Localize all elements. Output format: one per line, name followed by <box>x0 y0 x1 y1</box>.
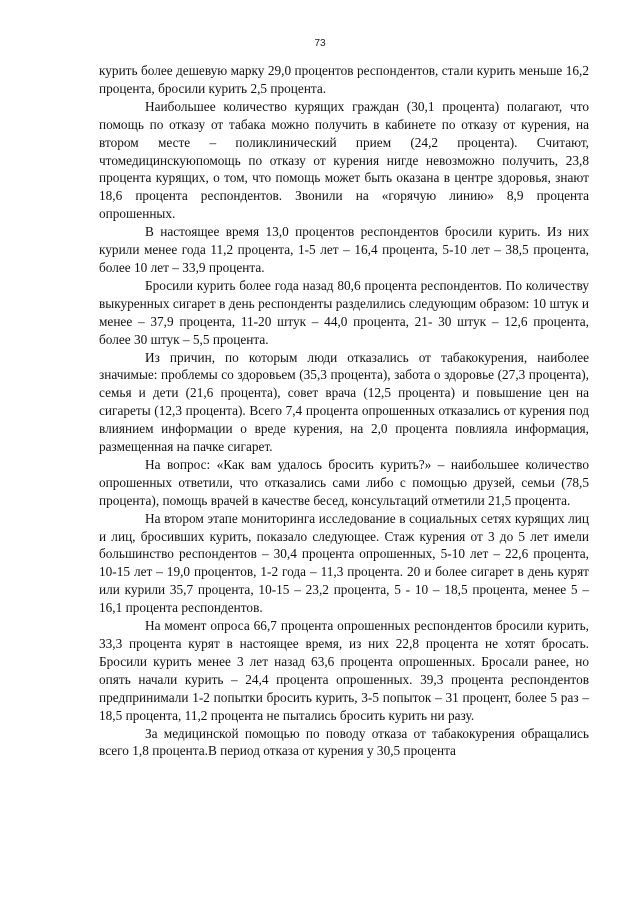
paragraph-2: Наибольшее количество курящих граждан (30,1 процента) полагают, что помощь по отказу от табака можно получить в кабинете по отказу от курения, на втором месте – поликлинический прием (24,2 процента). Считают, чтомедицинскуюпомощь по отказу от курения нигде невозможно получить, 23,8 процента курящих, о том, что помощь может быть оказана в центре здоровья, знают 18,6 процента респондентов. Звонили на «горячую линию» 8,9 процента опрошенных. <box>99 98 589 222</box>
paragraph-1: курить более дешевую марку 29,0 процентов респондентов, стали курить меньше 16,2 процента, бросили курить 2,5 процента. <box>99 63 589 96</box>
paragraph-5: Из причин, по которым люди отказались от табакокурения, наиболее значимые: проблемы со здоровьем (35,3 процента), забота о здоровье (27,3 процента), семья и дети (21,6 процента), совет врача (12,5 процента) и повышение цен на сигареты (12,3 процента). Всего 7,4 процента опрошенных отказались от курения под влиянием информации о вреде курения, на 2,0 процента повлияла информация, размещенная на пачке сигарет. <box>99 349 589 455</box>
paragraph-9: За медицинской помощью по поводу отказа от табакокурения обращались всего 1,8 процента.В период отказа от курения у 30,5 процента <box>99 725 589 759</box>
paragraph-3: В настоящее время 13,0 процентов респондентов бросили курить. Из них курили менее года 11,2 процента, 1-5 лет – 16,4 процента, 5-10 лет – 38,5 процента, более 10 лет – 33,9 процента. <box>99 224 589 275</box>
page-number: 73 <box>314 38 326 49</box>
body-text <box>99 62 589 760</box>
paragraph-7: На втором этапе мониторинга исследование в социальных сетях курящих лиц и лиц, бросивших курить, показало следующее. Стаж курения от 3 до 5 лет имели большинство респондентов – 30,4 процента опрошенных, 5-10 лет – 22,6 процента, 10-15 лет – 19,0 процентов, 1-2 года – 11,3 процента. 20 и более сигарет в день курят или курили 35,7 процента, 10-15 – 23,2 процента, 5 - 10 – 18,5 процента, менее 5 – 16,1 процента респондентов. <box>99 510 589 616</box>
paragraph-8: На момент опроса 66,7 процента опрошенных респондентов бросили курить, 33,3 процента курят в настоящее время, из них 22,8 процента не хотят бросать. Бросили курить менее 3 лет назад 63,6 процента опрошенных. Бросали ранее, но опять начали курить – 24,4 процента опрошенных. 39,3 процента респондентов предпринимали 1-2 попытки бросить курить, 3-5 попыток – 31 процент, более 5 раз – 18,5 процента, 11,2 процента не пытались бросить курить ни разу. <box>99 618 589 723</box>
paragraph-6: На вопрос: «Как вам удалось бросить курить?» – наибольшее количество опрошенных ответили, что отказались сами либо с помощью друзей, семьи (78,5 процента), помощь врачей в качестве бесед, консультаций отметили 21,5 процента. <box>99 456 589 508</box>
paragraph-4: Бросили курить более года назад 80,6 процента респондентов. По количеству выкуренных сигарет в день респонденты разделились следующим образом: 10 штук и менее – 37,9 процента, 11-20 штук – 44,0 процента, 21- 30 штук – 12,6 процента, более 30 штук – 5,5 процента. <box>99 277 589 347</box>
